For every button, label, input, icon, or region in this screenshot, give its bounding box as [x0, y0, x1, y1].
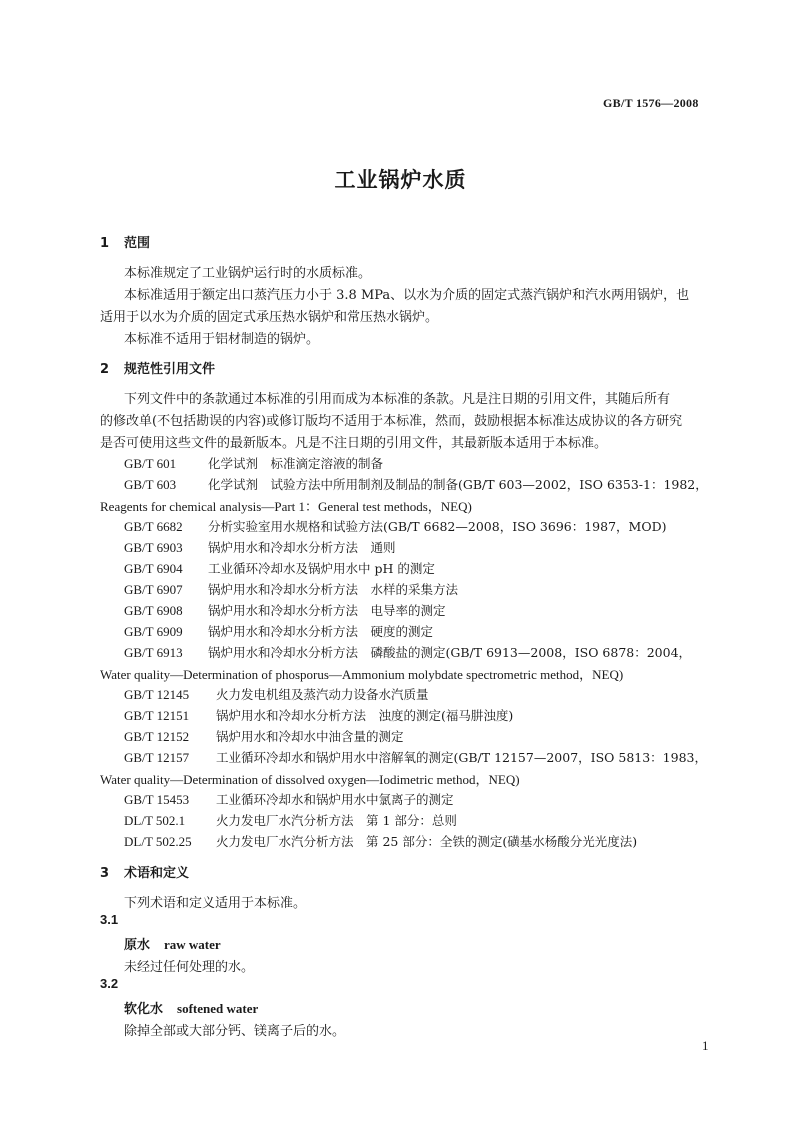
paragraph-continued: 的修改单(不包括勘误的内容)或修订版均不适用于本标准，然而，鼓励根据本标准达成协议的各方研究 — [100, 414, 683, 429]
reference-code: GB/T 15453 — [124, 792, 190, 807]
reference-item — [124, 790, 454, 808]
reference-code: GB/T 6913 — [124, 645, 183, 660]
reference-code: GB/T 603 — [124, 477, 177, 492]
reference-code: GB/T 6907 — [124, 582, 183, 597]
section-3-heading — [100, 862, 189, 881]
paragraph: 本标准规定了工业锅炉运行时的水质标准。 — [124, 266, 372, 281]
reference-item — [124, 727, 404, 745]
reference-code: DL/T 502.25 — [124, 834, 192, 849]
term-definition: 未经过任何处理的水。 — [124, 960, 255, 975]
reference-title: 锅炉用水和冷却水分析方法 浊度的测定(福马肼浊度) — [216, 708, 514, 723]
reference-title: 火力发电机组及蒸汽动力设备水汽质量 — [216, 687, 429, 702]
reference-title: 工业循环冷却水及锅炉用水中 pH 的测定 — [208, 561, 435, 576]
term-heading — [124, 934, 221, 953]
paragraph: 下列术语和定义适用于本标准。 — [124, 896, 307, 911]
section-title: 术语和定义 — [124, 866, 190, 881]
section-number: 2 — [100, 362, 110, 377]
reference-item — [124, 475, 708, 493]
reference-item — [124, 601, 446, 619]
reference-code: GB/T 12152 — [124, 729, 190, 744]
reference-continuation: Reagents for chemical analysis—Part 1：General test methods，NEQ) — [100, 499, 472, 514]
reference-item — [124, 580, 458, 598]
paragraph-continued: 是否可使用这些文件的最新版本。凡是不注日期的引用文件，其最新版本适用于本标准。 — [100, 436, 608, 451]
section-2-heading — [100, 358, 215, 377]
reference-item — [124, 559, 435, 577]
reference-title: 锅炉用水和冷却水分析方法 磷酸盐的测定(GB/T 6913—2008，ISO 6878：2004， — [208, 645, 692, 660]
standard-number: GB/T 1576—2008 — [603, 96, 699, 110]
reference-item — [124, 517, 667, 535]
paragraph-continued: 适用于以水为介质的固定式承压热水锅炉和常压热水锅炉。 — [100, 310, 439, 325]
reference-code: DL/T 502.1 — [124, 813, 186, 828]
page-title: 工业锅炉水质 — [334, 168, 467, 192]
term-cn: 软化水 — [124, 1002, 164, 1017]
reference-title: 分析实验室用水规格和试验方法(GB/T 6682—2008，ISO 3696：1987，MOD) — [208, 519, 667, 534]
reference-item — [124, 454, 383, 472]
reference-item — [124, 538, 396, 556]
reference-title: 化学试剂 标准滴定溶液的制备 — [208, 456, 384, 471]
paragraph: 下列文件中的条款通过本标准的引用而成为本标准的条款。凡是注日期的引用文件，其随后所有 — [124, 392, 671, 407]
reference-title: 火力发电厂水汽分析方法 第 25 部分：全铁的测定(磺基水杨酸分光光度法) — [216, 834, 638, 849]
reference-continuation: Water quality—Determination of dissolved oxygen—Iodimetric method，NEQ) — [100, 772, 520, 787]
reference-item — [124, 622, 433, 640]
term-definition: 除掉全部或大部分钙、镁离子后的水。 — [124, 1024, 346, 1039]
term-en: softened water — [177, 1001, 259, 1016]
section-1-heading — [100, 232, 150, 251]
reference-item — [124, 748, 707, 766]
reference-item — [124, 685, 429, 703]
reference-code: GB/T 6904 — [124, 561, 183, 576]
reference-title: 锅炉用水和冷却水分析方法 硬度的测定 — [208, 624, 434, 639]
page-number: 1 — [702, 1038, 709, 1053]
section-number: 3 — [100, 866, 110, 881]
paragraph: 本标准不适用于铝材制造的锅炉。 — [124, 332, 320, 347]
reference-item — [124, 643, 691, 661]
reference-title: 锅炉用水和冷却水分析方法 通则 — [208, 540, 396, 555]
reference-title: 工业循环冷却水和锅炉用水中氯离子的测定 — [216, 792, 454, 807]
term-cn: 原水 — [124, 938, 151, 953]
term-heading — [124, 998, 258, 1017]
reference-item — [124, 832, 637, 850]
reference-title: 锅炉用水和冷却水分析方法 水样的采集方法 — [208, 582, 459, 597]
paragraph: 本标准适用于额定出口蒸汽压力小于 3.8 MPa、以水为介质的固定式蒸汽锅炉和汽水两用锅炉，也 — [124, 288, 690, 303]
reference-title: 锅炉用水和冷却水分析方法 电导率的测定 — [208, 603, 446, 618]
term-number: 3.2 — [100, 976, 119, 991]
reference-code: GB/T 6903 — [124, 540, 183, 555]
reference-title: 工业循环冷却水和锅炉用水中溶解氧的测定(GB/T 12157—2007，ISO 5813：1983， — [216, 750, 707, 765]
reference-code: GB/T 12157 — [124, 750, 190, 765]
reference-code: GB/T 6682 — [124, 519, 183, 534]
reference-code: GB/T 12151 — [124, 708, 190, 723]
reference-code: GB/T 601 — [124, 456, 177, 471]
reference-title: 火力发电厂水汽分析方法 第 1 部分：总则 — [216, 813, 457, 828]
reference-code: GB/T 6908 — [124, 603, 183, 618]
term-number: 3.1 — [100, 912, 119, 927]
reference-title: 锅炉用水和冷却水中油含量的测定 — [216, 729, 404, 744]
section-title: 规范性引用文件 — [124, 362, 216, 377]
reference-item — [124, 811, 457, 829]
section-title: 范围 — [124, 236, 151, 251]
reference-continuation: Water quality—Determination of phosporus—Ammonium molybdate spectrometric method，NEQ) — [100, 667, 624, 682]
term-en: raw water — [164, 937, 221, 952]
reference-title: 化学试剂 试验方法中所用制剂及制品的制备(GB/T 603—2002，ISO 6353-1：1982， — [208, 477, 708, 492]
section-number: 1 — [100, 236, 110, 251]
reference-item — [124, 706, 513, 724]
reference-code: GB/T 6909 — [124, 624, 183, 639]
reference-code: GB/T 12145 — [124, 687, 190, 702]
